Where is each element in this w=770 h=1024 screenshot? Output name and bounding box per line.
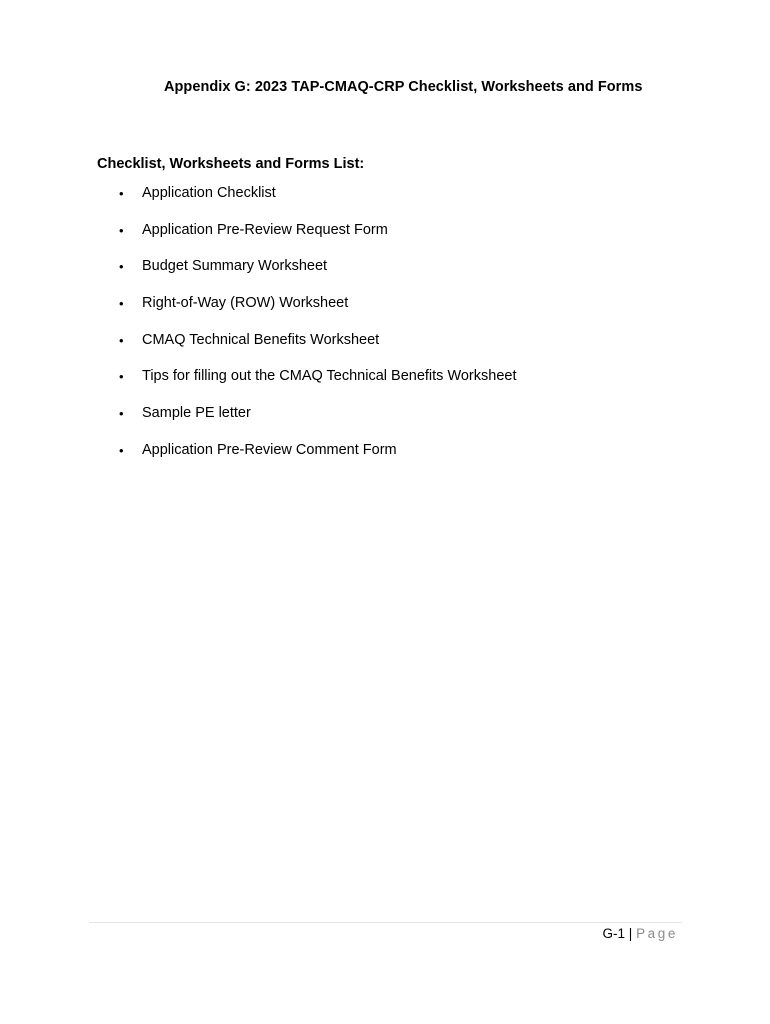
bullet-icon: • xyxy=(119,259,124,275)
bullet-icon: • xyxy=(119,369,124,385)
bullet-icon: • xyxy=(119,406,124,422)
page-label: Page xyxy=(636,926,678,941)
page-number: G-1 xyxy=(602,926,626,941)
list-item-label: CMAQ Technical Benefits Worksheet xyxy=(142,331,380,348)
bullet-icon: • xyxy=(119,222,124,238)
footer-separator: | xyxy=(628,926,633,941)
list-item-label: Application Pre-Review Request Form xyxy=(142,221,388,238)
list-item-label: Sample PE letter xyxy=(142,405,251,422)
list-item-label: Budget Summary Worksheet xyxy=(142,258,328,275)
bullet-icon: • xyxy=(119,332,124,348)
bullet-icon: • xyxy=(119,442,124,458)
page-footer xyxy=(603,926,679,941)
footer-divider xyxy=(89,922,682,923)
list-item-label: Tips for filling out the CMAQ Technical Benefits Worksheet xyxy=(142,368,517,385)
list-item-label: Application Checklist xyxy=(142,185,276,201)
bullet-icon: • xyxy=(119,186,124,201)
list-heading: Checklist, Worksheets and Forms List: xyxy=(97,156,365,172)
list-item-label: Application Pre-Review Comment Form xyxy=(142,441,397,458)
document-title: Appendix G: 2023 TAP-CMAQ-CRP Checklist, Worksheets and Forms xyxy=(164,79,643,95)
list-item-label: Right-of-Way (ROW) Worksheet xyxy=(142,295,349,312)
bullet-icon: • xyxy=(119,296,124,312)
